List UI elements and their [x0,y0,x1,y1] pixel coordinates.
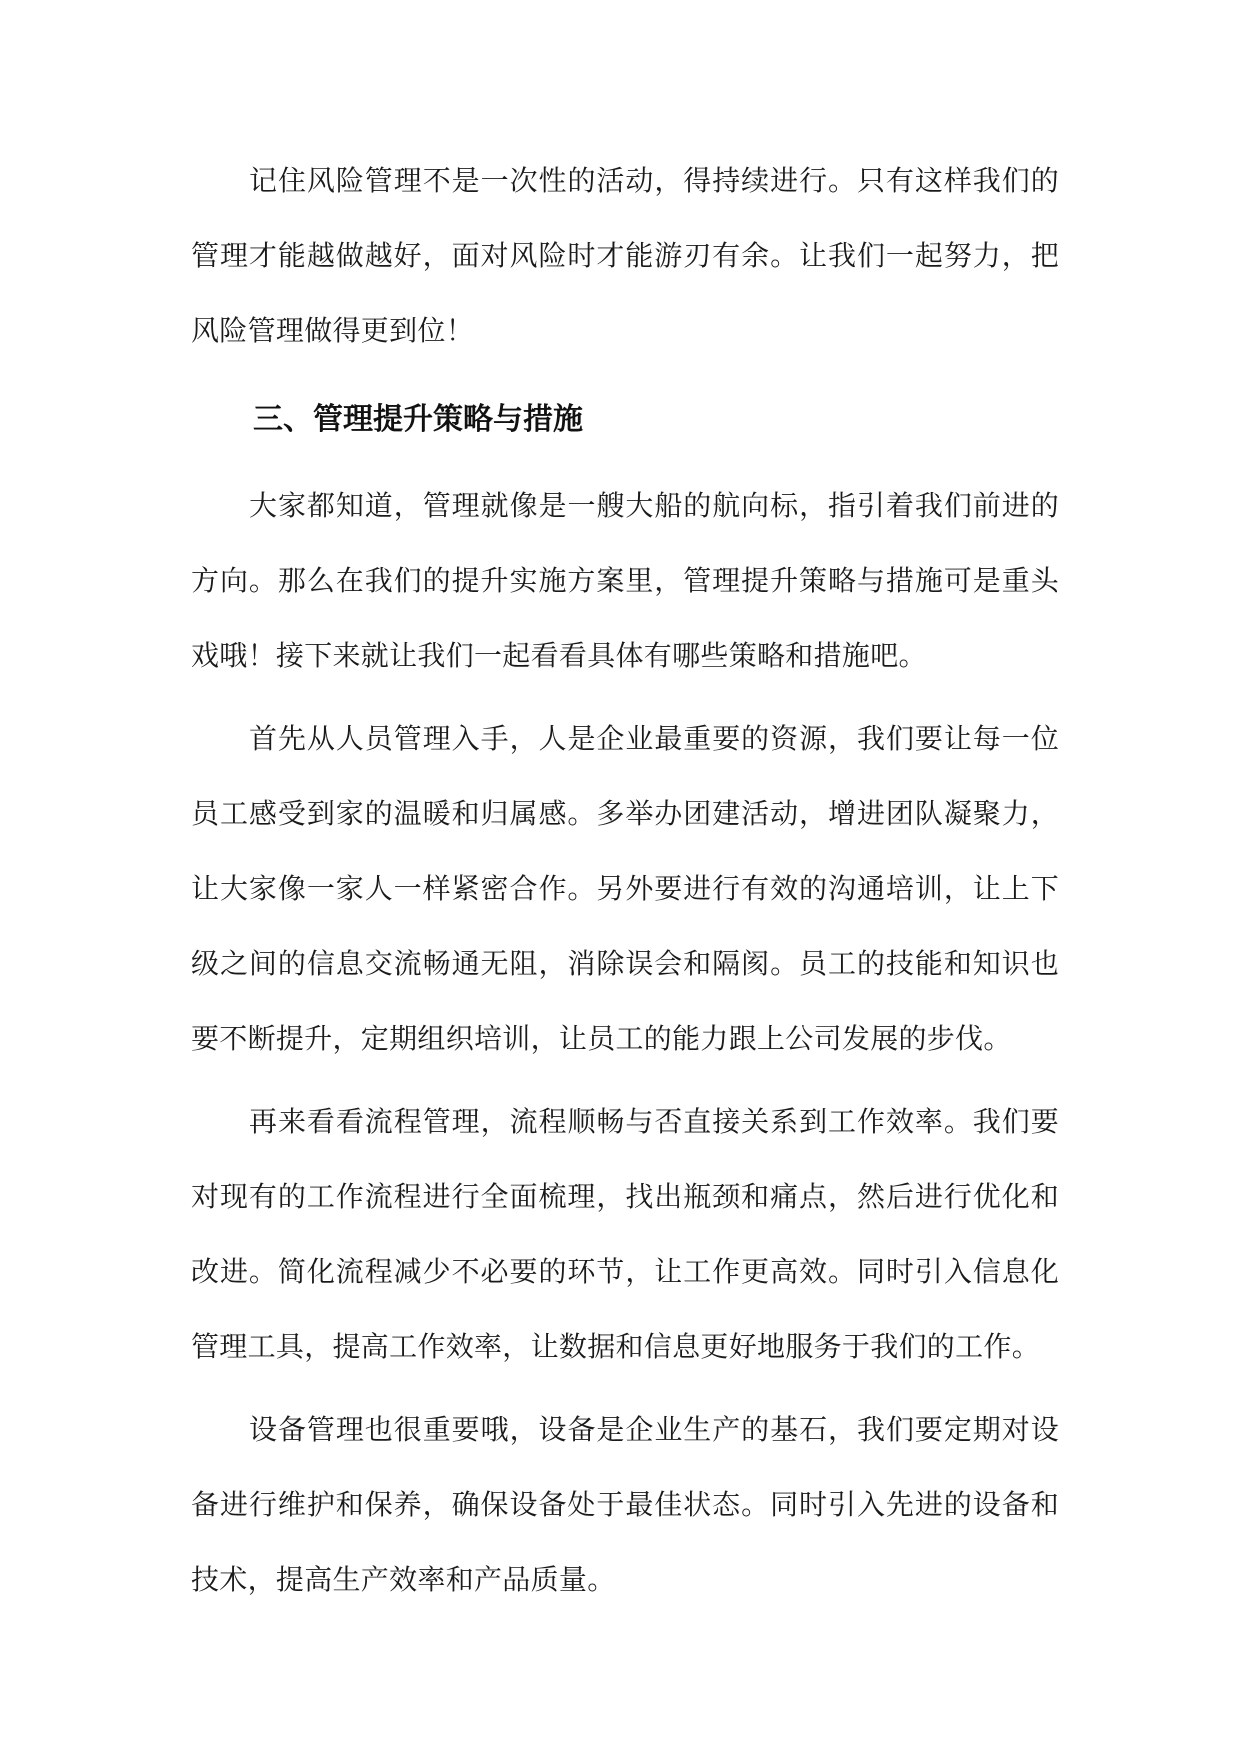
paragraph-equipment-management: 设备管理也很重要哦，设备是企业生产的基石，我们要定期对设备进行维护和保养，确保设备处于最佳状态。同时引入先进的设备和技术，提高生产效率和产品质量。 [191,1413,1059,1596]
paragraph-intro-strategy: 大家都知道，管理就像是一艘大船的航向标，指引着我们前进的方向。那么在我们的提升实施方案里，管理提升策略与措施可是重头戏哦！接下来就让我们一起看看具体有哪些策略和措施吧。 [191,489,1059,672]
paragraph-process-management: 再来看看流程管理，流程顺畅与否直接关系到工作效率。我们要对现有的工作流程进行全面梳理，找出瓶颈和痛点，然后进行优化和改进。简化流程减少不必要的环节，让工作更高效。同时引入信息化管理工具，提高工作效率，让数据和信息更好地服务于我们的工作。 [191,1105,1059,1363]
intro-paragraph: 记住风险管理不是一次性的活动，得持续进行。只有这样我们的管理才能越做越好，面对风险时才能游刃有余。让我们一起努力，把风险管理做得更到位！ [191,164,1059,347]
section-heading: 三、管理提升策略与措施 [253,402,583,437]
document-body [191,143,1059,1625]
paragraph-personnel-management: 首先从人员管理入手，人是企业最重要的资源，我们要让每一位员工感受到家的温暖和归属感。多举办团建活动，增进团队凝聚力，让大家像一家人一样紧密合作。另外要进行有效的沟通培训，让上下级之间的信息交流畅通无阻，消除误会和隔阂。员工的技能和知识也要不断提升，定期组织培训，让员工的能力跟上公司发展的步伐。 [191,722,1059,1055]
